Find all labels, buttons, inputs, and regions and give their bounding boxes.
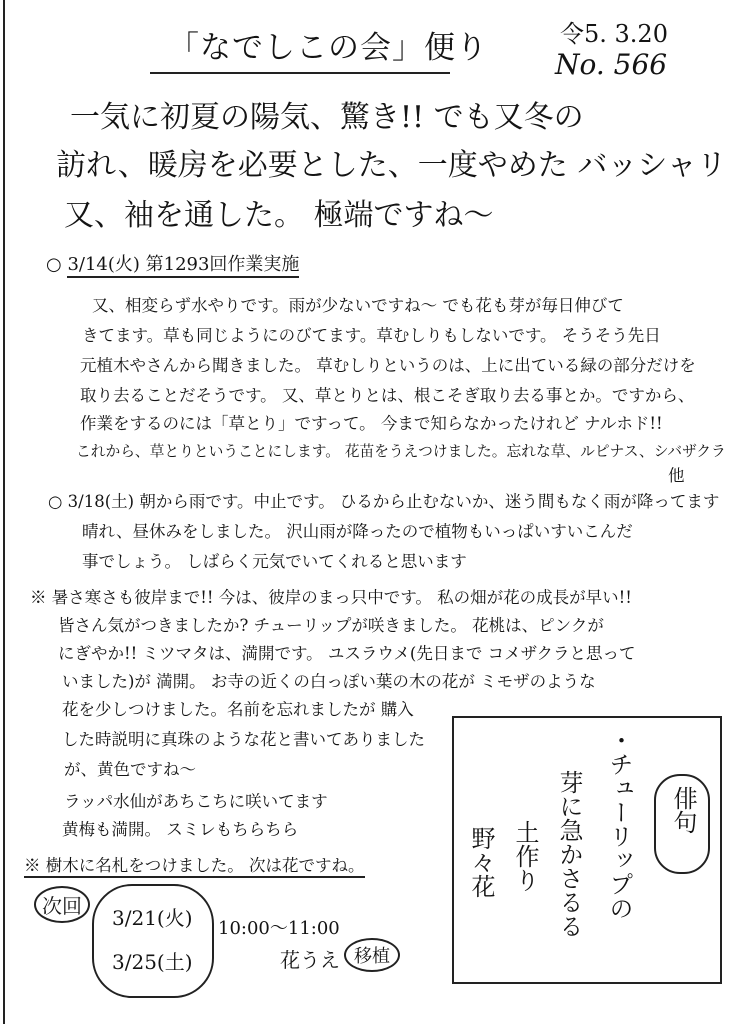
section-3-line: 黄梅も満開。 スミレもちらちら bbox=[62, 820, 299, 839]
page-border bbox=[3, 0, 5, 1024]
section-1-heading: ○ 3/14(火) 第1293回作業実施 bbox=[46, 250, 299, 276]
section-2-line: 事でしょう。 しばらく元気でいてくれると思います bbox=[82, 552, 467, 571]
haiku-line-2: 芽に急かさるる bbox=[555, 770, 583, 938]
section-1-line: 他 bbox=[668, 466, 685, 485]
next-meeting-label: 次回 bbox=[34, 886, 90, 923]
section-1-line: これから、草とりということにします。 花苗をうえつけました。忘れな草、ルピナス、シバザクラ bbox=[76, 443, 726, 460]
section-1-line: 又、相変らず水やりです。雨が少ないですね〜 でも花も芽が毎日伸びて bbox=[92, 296, 624, 315]
section-3-line: した時説明に真珠のような花と書いてありました bbox=[62, 730, 425, 749]
section-3-line: 皆さん気がつきましたか? チューリップが咲きました。 花桃は、ピンクが bbox=[58, 616, 604, 635]
intro-line-1: 一気に初夏の陽気、驚き!! でも又冬の bbox=[70, 100, 584, 135]
issue-date: 令5. 3.20 bbox=[560, 20, 668, 48]
haiku-line-3: 土作り bbox=[511, 820, 539, 892]
section-2-line: 晴れ、昼休みをしました。 沢山雨が降ったので植物もいっぱいすいこんだ bbox=[82, 522, 633, 541]
section-1-line: 元植木やさんから聞きました。 草むしりというのは、上に出ている緑の部分だけを bbox=[80, 356, 696, 375]
section-4-text: ※ 樹木に名札をつけました。 次は花ですね。 bbox=[24, 856, 365, 878]
issue-number: No. 566 bbox=[555, 48, 668, 81]
haiku-line-1: ・チューリップの bbox=[605, 728, 633, 920]
newsletter-title: 「なでしこの会」便り bbox=[168, 30, 488, 66]
section-2-line: ○ 3/18(土) 朝から雨です。中止です。 ひるから止むないか、迷う間もなく雨が降ってます bbox=[48, 492, 720, 511]
section-3-line: にぎやか!! ミツマタは、満開です。 ユスラウメ(先日まで コメザクラと思って bbox=[58, 644, 636, 663]
haiku-author: 野々花 bbox=[467, 826, 495, 898]
intro-line-3: 又、袖を通した。 極端ですね〜 bbox=[64, 198, 494, 233]
schedule-activity-tag: 移植 bbox=[344, 938, 400, 972]
section-4-note bbox=[24, 852, 365, 876]
section-3-line: 花を少しつけました。名前を忘れましたが 購入 bbox=[62, 700, 414, 719]
haiku-badge-text: 俳句 bbox=[669, 786, 697, 834]
section-1-heading-text: 3/14(火) 第1293回作業実施 bbox=[67, 254, 299, 278]
section-1-line: きてます。草も同じようにのびてます。草むしりもしないです。 そうそう先日 bbox=[82, 326, 661, 345]
schedule-date-2: 3/25(土) bbox=[112, 950, 193, 974]
section-3-line: ラッパ水仙があちこちに咲いてます bbox=[64, 792, 328, 811]
section-1-line: 作業をするのには「草とり」ですって。 今まで知らなかったけれど ナルホド!! bbox=[80, 414, 663, 433]
section-3-line: いました)が 満開。 お寺の近くの白っぽい葉の木の花が ミモザのような bbox=[62, 672, 596, 691]
section-1-line: 取り去ることだそうです。 又、草とりとは、根こそぎ取り去る事とか。ですから、 bbox=[80, 386, 695, 405]
title-underline bbox=[150, 72, 450, 74]
section-3-line: が、黄色ですね〜 bbox=[64, 760, 196, 779]
schedule-date-1: 3/21(火) bbox=[112, 906, 193, 930]
section-2-first: 3/18(土) 朝から雨です。中止です。 ひるから止むないか、迷う間もなく雨が降ってます bbox=[67, 492, 720, 511]
section-3-line: ※ 暑さ寒さも彼岸まで!! 今は、彼岸のまっ只中です。 私の畑が花の成長が早い!! bbox=[30, 588, 632, 607]
intro-line-2: 訪れ、暖房を必要とした、一度やめた バッシャリ bbox=[56, 148, 727, 183]
schedule-time: 10:00〜11:00 bbox=[218, 918, 340, 939]
schedule-activity: 花うえ bbox=[280, 948, 340, 972]
